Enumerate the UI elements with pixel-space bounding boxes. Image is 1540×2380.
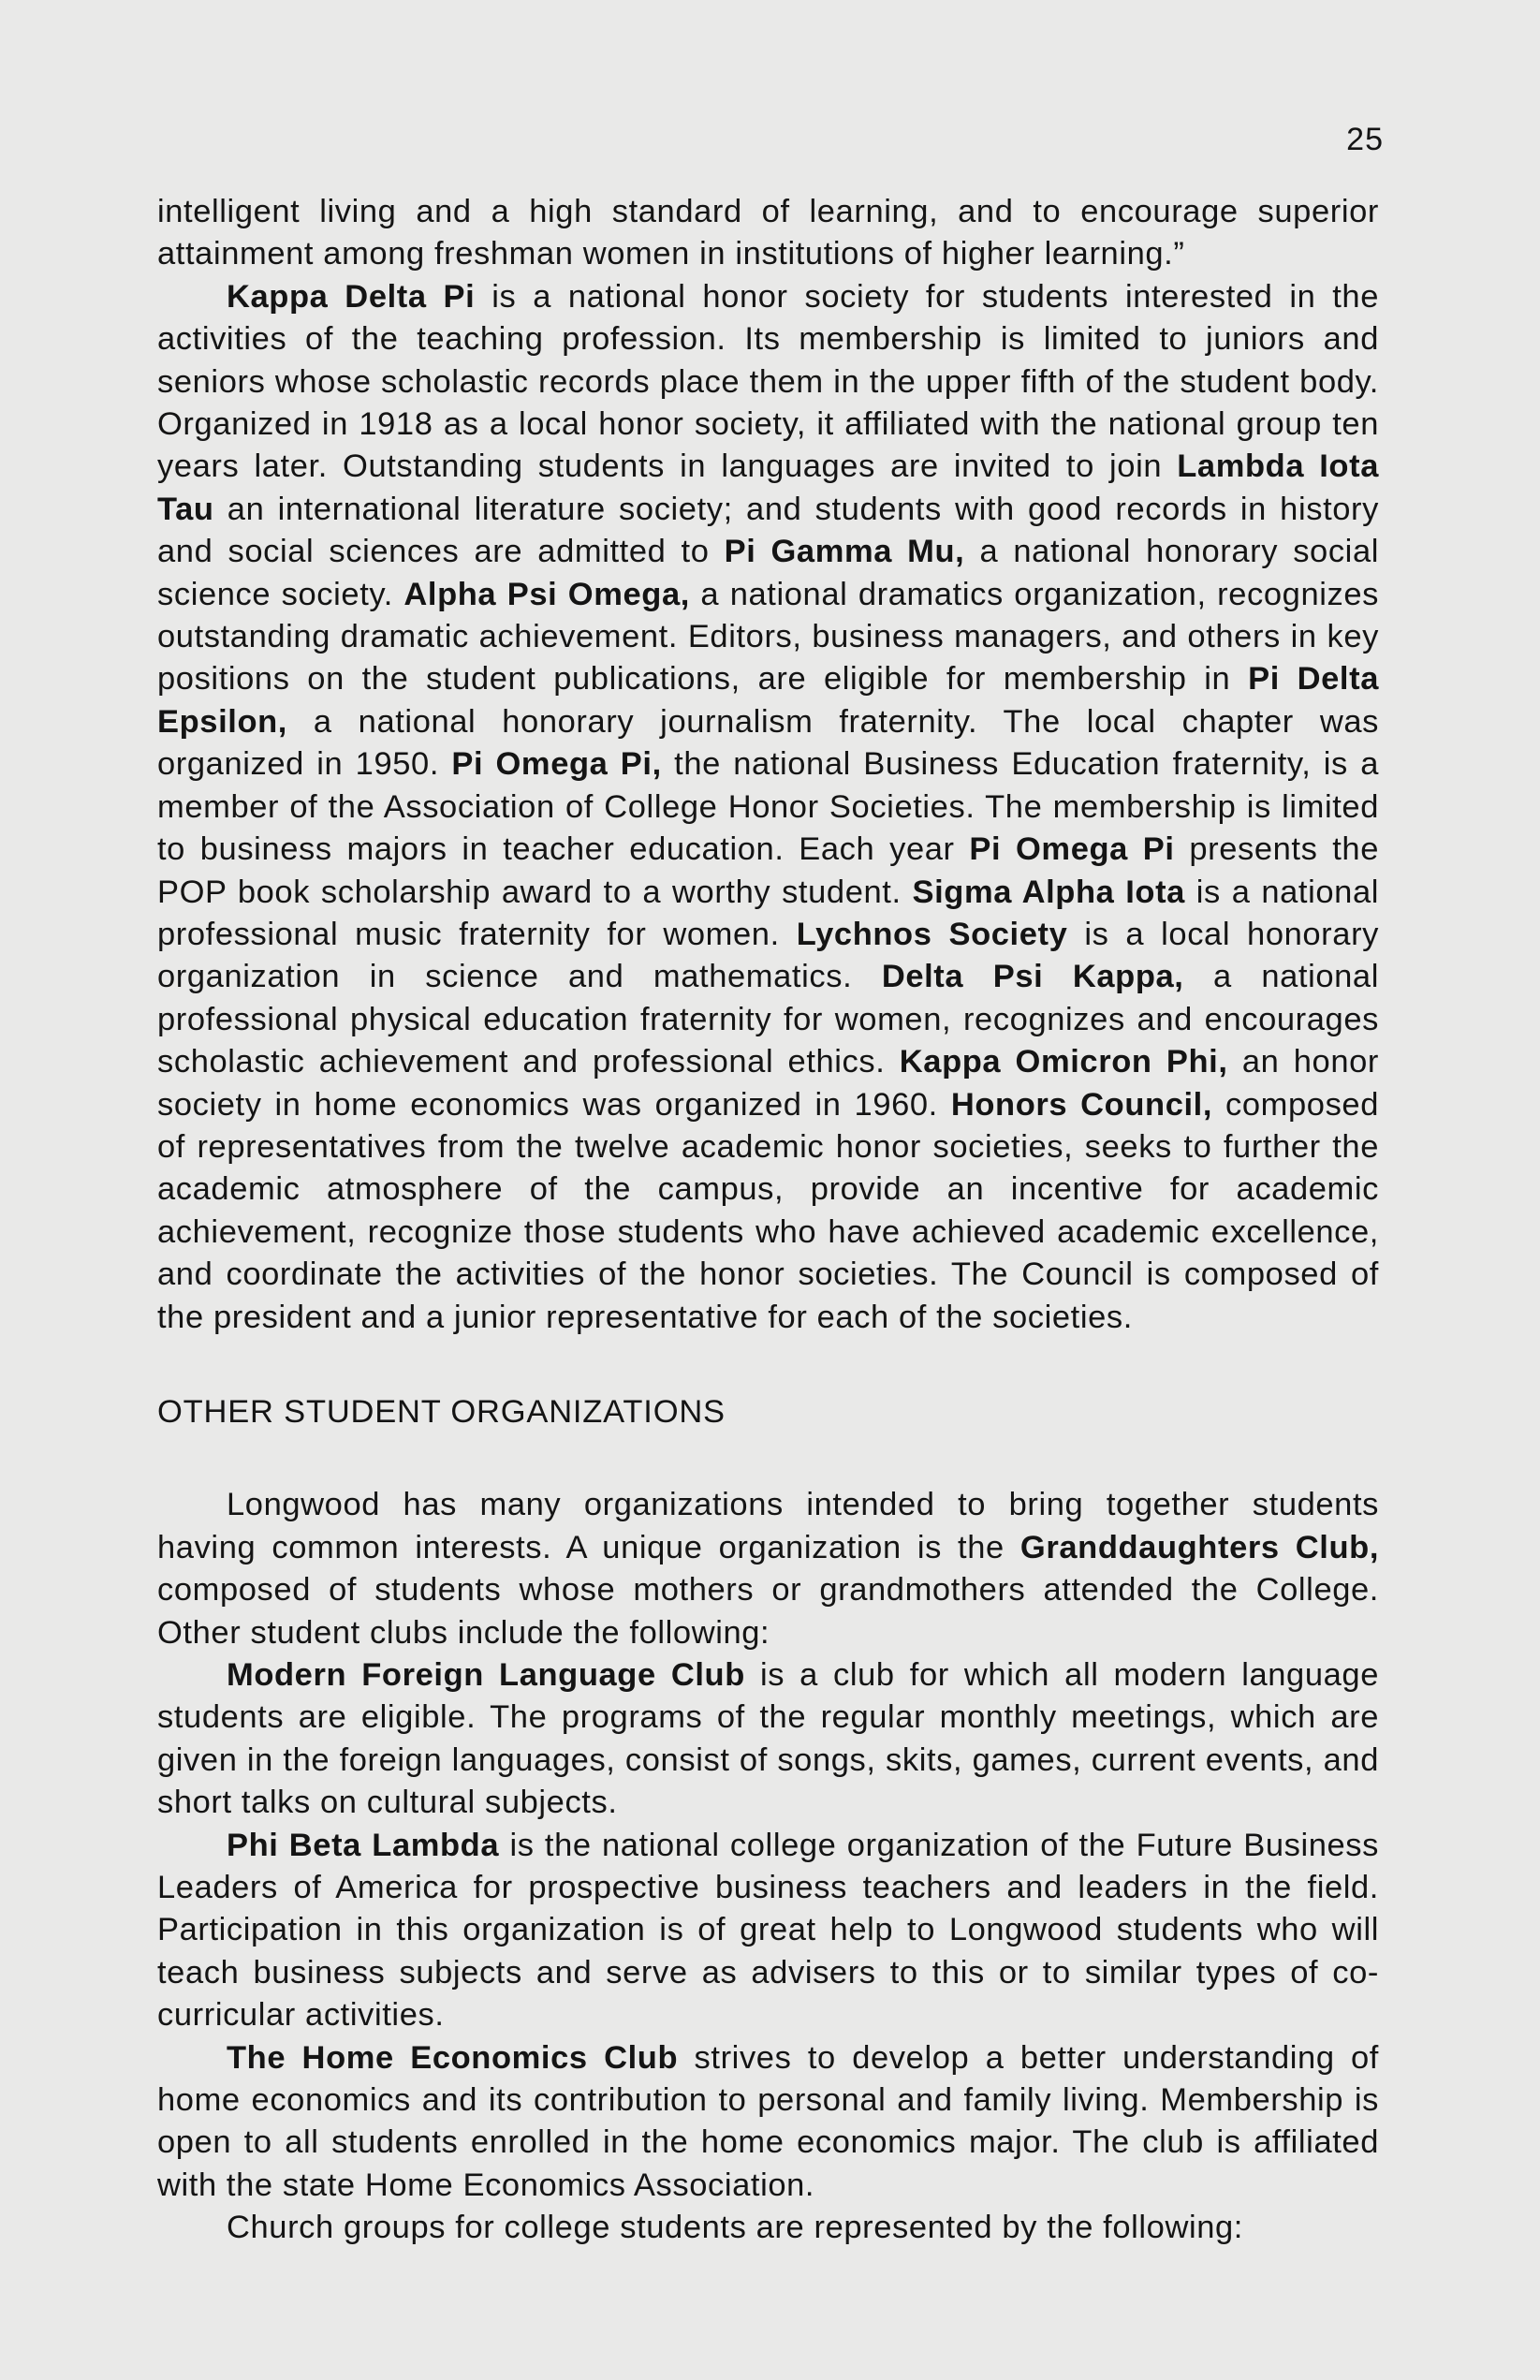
term-delta-psi-kappa: Delta Psi Kappa, <box>881 959 1184 995</box>
term-pi-omega-pi-2: Pi Omega Pi <box>969 831 1175 868</box>
paragraph-honor-intro-continued: intelligent living and a high standard of learning, and to encourage superior attainment among freshman women in institutions of higher learning.” <box>157 194 1379 272</box>
term-pi-gamma-mu: Pi Gamma Mu, <box>724 534 965 570</box>
term-kappa-omicron-phi: Kappa Omicron Phi, <box>899 1044 1228 1080</box>
page-body <box>157 191 1379 2250</box>
term-honors-council: Honors Council, <box>950 1086 1213 1123</box>
term-granddaughters-club: Granddaughters Club, <box>1019 1529 1379 1565</box>
page-number: 25 <box>1346 122 1384 157</box>
paragraph-foreign-language-club: Modern Foreign Language Club is a club for which all modern language students are eligible. The programs of the regular monthly meetings, which are given in the foreign languages, consist of songs, skits, games, current events, and short talks on cultural subjects. <box>157 1657 1379 1821</box>
term-modern-foreign-language-club: Modern Foreign Language Club <box>227 1657 745 1693</box>
term-alpha-psi-omega: Alpha Psi Omega, <box>403 576 690 612</box>
paragraph-organizations-intro: Longwood has many organizations intended to bring together students having common interests. A unique organization is the Granddaughters Club, composed of students whose mothers or grandmothers attended the College. Other student clubs include the following: <box>157 1487 1379 1651</box>
term-phi-beta-lambda: Phi Beta Lambda <box>227 1827 500 1863</box>
term-pi-omega-pi: Pi Omega Pi, <box>451 746 662 783</box>
term-sigma-alpha-iota: Sigma Alpha Iota <box>912 874 1185 910</box>
term-pi-delta-epsilon: Pi Delta Epsilon, <box>157 661 1379 740</box>
section-heading: OTHER STUDENT ORGANIZATIONS <box>157 1393 726 1430</box>
term-lychnos-society: Lychnos Society <box>796 916 1068 952</box>
term-lambda-iota-tau: Lambda Iota Tau <box>157 448 1379 527</box>
term-kappa-delta-pi: Kappa Delta Pi <box>227 278 476 315</box>
paragraph-church-groups: Church groups for college students are represented by the following: <box>227 2210 1243 2246</box>
paragraph-home-economics-club: The Home Economics Club strives to develop a better understanding of home economics and its contribution to personal and family living. Membership is open to all students enrolled in the home economics major. The club is affiliated with the state Home Economics Association. <box>157 2039 1379 2203</box>
term-home-economics-club: The Home Economics Club <box>227 2039 679 2076</box>
paragraph-honor-societies: Kappa Delta Pi is a national honor society for students interested in the activities of the teaching profession. Its membership is limited to juniors and seniors whose scholastic records place them in the upper fifth of the student body. Organized in 1918 as a local honor society, it affiliated with the national group ten years later. Outstanding students in languages are invited to join Lambda Iota Tau an international literature society; and students with good records in history and social sciences are admitted to Pi Gamma Mu, a national honorary social science society. Alpha Psi Omega, a national dramatics organization, recognizes outstanding dramatic achievement. Editors, business managers, and others in key positions on the student publications, are eligible for membership in Pi Delta Epsilon, a national honorary journalism fraternity. The local chapter was organized in 1950. Pi Omega Pi, the national Business Education fraternity, is a member of the Association of College Honor Societies. The membership is limited to business majors in teacher education. Each year Pi Omega Pi presents the POP book scholarship award to a worthy student. Sigma Alpha Iota is a national professional music fraternity for women. Lychnos Society is a local honorary organization in science and mathematics. Delta Psi Kappa, a national professional physical education fraternity for women, recognizes and encourages scholastic achievement and professional ethics. Kappa Omicron Phi, an honor society in home economics was organized in 1960. Honors Council, composed of representatives from the twelve academic honor societies, seeks to further the academic atmosphere of the campus, provide an incentive for academic achievement, recognize those students who have achieved academic excellence, and coordinate the activities of the honor societies. The Council is composed of the president and a junior representative for each of the societies. <box>157 278 1380 1335</box>
paragraph-phi-beta-lambda: Phi Beta Lambda is the national college organization of the Future Business Leaders of America for prospective business teachers and leaders in the field. Participation in this organization is of great help to Longwood students who will teach business subjects and serve as advisers to this or to similar types of co-curricular activities. <box>157 1827 1379 2034</box>
